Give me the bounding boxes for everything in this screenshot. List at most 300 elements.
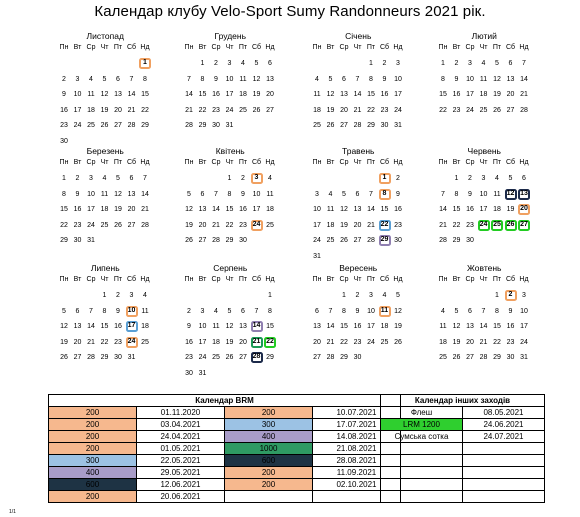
- day-cell: 8: [495, 307, 499, 315]
- day-cell: 8: [143, 75, 147, 83]
- month-name: Квітень: [215, 146, 245, 156]
- weekday-header: Вт: [326, 159, 335, 166]
- day-cell: 10: [466, 75, 474, 83]
- day-cell: 15: [100, 323, 109, 330]
- brm-row: [49, 455, 401, 467]
- day-cell: 26: [100, 122, 109, 129]
- weekday-header: Сб: [505, 276, 516, 283]
- day-cell: 18: [380, 323, 389, 330]
- other-event-row: [381, 455, 545, 467]
- weekday-header: Чт: [479, 159, 488, 166]
- day-cell: 6: [342, 75, 346, 83]
- day-cell: 25: [439, 354, 447, 361]
- weekday-header: Сб: [379, 276, 390, 283]
- other-event-row: [381, 467, 545, 479]
- weekday-header: Пт: [238, 159, 248, 166]
- weekday-header: Сб: [126, 44, 137, 51]
- weekday-header: Нд: [265, 159, 275, 166]
- day-cell: 29: [60, 237, 68, 244]
- weekday-header: Нд: [393, 44, 403, 51]
- other-event-row: [381, 431, 545, 443]
- day-cell: 15: [60, 206, 68, 213]
- weekday-header: Нд: [265, 44, 275, 51]
- brm-date-cell: 24.04.2021: [137, 431, 225, 443]
- day-cell: 23: [353, 338, 362, 346]
- day-cell: 27: [114, 122, 122, 129]
- month-name: Лютий: [471, 31, 497, 41]
- day-cell: 21: [141, 206, 149, 213]
- day-cell: 1: [369, 60, 373, 67]
- day-cell: 13: [198, 206, 207, 213]
- weekday-header: Нд: [519, 159, 529, 166]
- day-cell: 23: [185, 354, 193, 361]
- weekday-header: Пн: [312, 276, 322, 283]
- weekday-header: Ср: [211, 276, 221, 283]
- weekday-header: Чт: [225, 44, 234, 51]
- day-cell: 16: [60, 106, 68, 114]
- day-cell: 31: [313, 252, 321, 260]
- day-cell: 11: [493, 190, 501, 198]
- day-cell: 16: [452, 91, 461, 98]
- day-cell: 27: [239, 354, 247, 361]
- day-cell: 9: [75, 190, 80, 198]
- day-cell: 19: [506, 206, 515, 213]
- weekday-header: Сб: [251, 276, 262, 283]
- day-cell: 19: [394, 323, 402, 330]
- weekday-header: Пн: [312, 44, 322, 51]
- day-cell: 6: [315, 307, 319, 315]
- weekday-header: Вт: [198, 159, 207, 166]
- day-cell: 19: [60, 338, 68, 346]
- day-cell: 5: [454, 307, 459, 315]
- weekday-header: Чт: [353, 44, 362, 51]
- brm-date-cell: 21.08.2021: [313, 443, 401, 455]
- day-cell: 8: [268, 307, 272, 315]
- day-cell: 14: [439, 206, 447, 213]
- day-cell: 4: [102, 175, 107, 182]
- day-cell: 15: [198, 91, 207, 98]
- day-cell: 25: [212, 354, 220, 361]
- weekday-header: Нд: [140, 44, 150, 51]
- brm-date-cell: 20.06.2021: [137, 491, 225, 503]
- brm-distance-cell: 600: [225, 455, 313, 467]
- day-cell: 17: [367, 323, 375, 330]
- day-cell: 20: [353, 221, 362, 229]
- day-cell: 20: [127, 206, 136, 213]
- day-cell: 4: [89, 75, 93, 83]
- day-cell: 27: [313, 354, 321, 361]
- day-cell: 27: [73, 354, 82, 361]
- month-name: Вересень: [339, 263, 378, 273]
- event-day-cell: 3: [251, 173, 263, 184]
- day-cell: 19: [452, 338, 461, 346]
- event-day-cell: 25: [491, 220, 503, 231]
- day-cell: 30: [394, 237, 402, 244]
- brm-distance-cell: 200: [49, 419, 137, 431]
- day-cell: 17: [252, 206, 261, 213]
- day-cell: 8: [62, 190, 66, 198]
- day-cell: 9: [396, 190, 400, 198]
- day-cell: 16: [185, 338, 193, 346]
- weekday-header: Ср: [211, 44, 221, 51]
- day-cell: 22: [367, 106, 375, 114]
- day-cell: 24: [520, 338, 528, 346]
- weekday-header: Ср: [211, 159, 221, 166]
- event-day-cell: 22: [379, 220, 391, 231]
- event-day-cell: 2: [505, 290, 517, 301]
- day-cell: 5: [102, 75, 107, 83]
- event-date-cell: [463, 455, 545, 467]
- day-cell: 5: [396, 292, 400, 299]
- event-day-cell: 12: [505, 189, 517, 200]
- day-cell: 28: [326, 354, 335, 361]
- day-cell: 22: [452, 221, 461, 229]
- day-cell: 16: [353, 323, 362, 330]
- day-cell: 3: [481, 175, 486, 182]
- day-cell: 7: [369, 190, 373, 198]
- day-cell: 2: [116, 292, 120, 299]
- day-cell: 26: [326, 122, 335, 129]
- day-cell: 27: [198, 237, 207, 244]
- brm-distance-cell: [225, 491, 313, 503]
- other-events-table: [380, 394, 545, 503]
- day-cell: 30: [506, 354, 515, 361]
- day-cell: 19: [100, 106, 109, 114]
- day-cell: 19: [114, 206, 122, 213]
- weekday-header: Вт: [452, 159, 461, 166]
- day-cell: 6: [200, 190, 205, 198]
- day-cell: 21: [127, 106, 136, 114]
- other-event-row: [381, 419, 545, 431]
- day-cell: 11: [87, 91, 95, 98]
- day-cell: 10: [520, 307, 528, 315]
- day-cell: 29: [225, 237, 234, 244]
- day-cell: 9: [355, 307, 360, 315]
- day-cell: 12: [225, 323, 234, 330]
- day-cell: 17: [479, 206, 488, 213]
- day-cell: 14: [326, 323, 335, 330]
- day-cell: 8: [227, 190, 232, 198]
- event-date-cell: 24.07.2021: [463, 431, 545, 443]
- brm-date-cell: 22.05.2021: [137, 455, 225, 467]
- day-cell: 19: [326, 106, 335, 114]
- weekday-header: Чт: [479, 44, 488, 51]
- day-cell: 3: [200, 307, 205, 315]
- month-name: Січень: [345, 31, 372, 41]
- month-name: Жовтень: [467, 263, 502, 273]
- day-cell: 18: [266, 206, 274, 213]
- day-cell: 29: [493, 354, 501, 361]
- day-cell: 17: [225, 91, 234, 98]
- weekday-header: Ср: [339, 159, 349, 166]
- day-cell: 13: [340, 91, 348, 98]
- day-cell: 3: [369, 292, 373, 299]
- day-cell: 11: [212, 323, 220, 330]
- day-cell: 26: [340, 237, 348, 244]
- day-cell: 6: [241, 307, 245, 315]
- day-cell: 22: [141, 106, 149, 114]
- day-cell: 27: [266, 106, 274, 114]
- weekday-header: Пт: [366, 44, 376, 51]
- day-cell: 15: [141, 91, 149, 98]
- day-cell: 15: [380, 206, 389, 213]
- day-cell: 15: [452, 206, 461, 213]
- day-cell: 28: [212, 237, 220, 244]
- day-cell: 26: [452, 354, 461, 361]
- day-cell: 4: [495, 175, 499, 182]
- weekday-header: Чт: [100, 276, 109, 283]
- weekday-header: Вт: [73, 44, 82, 51]
- day-cell: 12: [185, 206, 193, 213]
- day-cell: 11: [313, 91, 321, 98]
- day-cell: 13: [313, 323, 321, 330]
- day-cell: 5: [342, 190, 346, 198]
- brm-distance-cell: 200: [49, 491, 137, 503]
- brm-distance-cell: 1000: [225, 443, 313, 455]
- day-cell: 15: [266, 323, 274, 330]
- day-cell: 26: [185, 237, 193, 244]
- day-cell: 17: [87, 206, 95, 213]
- brm-distance-cell: 200: [225, 479, 313, 491]
- weekday-header: Пт: [492, 44, 502, 51]
- day-cell: 31: [198, 369, 207, 377]
- page-number: 1/1: [9, 509, 16, 515]
- day-cell: 13: [73, 323, 82, 330]
- day-cell: 22: [100, 338, 109, 346]
- day-cell: 18: [212, 338, 220, 346]
- day-cell: 3: [315, 190, 319, 198]
- day-cell: 9: [241, 190, 245, 198]
- weekday-header: Ср: [86, 276, 96, 283]
- day-cell: 16: [394, 206, 402, 213]
- other-event-row: [381, 443, 545, 455]
- day-cell: 3: [468, 60, 472, 67]
- day-cell: 29: [100, 354, 109, 361]
- day-cell: 29: [198, 122, 207, 129]
- weekday-header: Нд: [519, 44, 529, 51]
- event-day-cell: 20: [518, 204, 530, 215]
- day-cell: 28: [439, 237, 447, 244]
- day-cell: 7: [355, 75, 360, 83]
- day-cell: 24: [466, 106, 474, 114]
- day-cell: 2: [468, 175, 472, 182]
- day-cell: 20: [266, 91, 274, 98]
- event-day-cell: 1: [379, 173, 391, 184]
- day-cell: 12: [340, 206, 348, 213]
- day-cell: 10: [198, 323, 207, 330]
- day-cell: 28: [367, 237, 375, 244]
- day-cell: 4: [315, 75, 319, 83]
- brm-distance-cell: 300: [49, 455, 137, 467]
- weekday-header: Пн: [184, 44, 194, 51]
- weekday-header: Ср: [86, 159, 96, 166]
- day-cell: 8: [102, 307, 107, 315]
- other-events-header: Календар інших заходів: [381, 395, 545, 407]
- day-cell: 3: [227, 60, 232, 67]
- day-cell: 30: [466, 237, 474, 244]
- month-name: Березень: [86, 146, 124, 156]
- day-cell: 28: [185, 122, 193, 129]
- day-cell: 10: [479, 190, 488, 198]
- day-cell: 11: [266, 190, 274, 198]
- weekday-header: Сб: [505, 44, 516, 51]
- day-cell: 10: [225, 75, 234, 83]
- day-cell: 9: [116, 307, 120, 315]
- day-cell: 23: [239, 221, 247, 229]
- day-cell: 21: [479, 338, 488, 346]
- day-cell: 10: [367, 307, 375, 315]
- day-cell: 23: [60, 122, 68, 129]
- day-cell: 6: [129, 175, 134, 182]
- day-cell: 23: [394, 221, 402, 229]
- brm-date-cell: 03.04.2021: [137, 419, 225, 431]
- day-cell: 19: [225, 338, 234, 346]
- weekday-header: Ср: [339, 276, 349, 283]
- day-cell: 20: [313, 338, 321, 346]
- day-cell: 28: [479, 354, 488, 361]
- brm-date-cell: 29.05.2021: [137, 467, 225, 479]
- brm-distance-cell: 200: [49, 431, 137, 443]
- day-cell: 14: [367, 206, 375, 213]
- weekday-header: Чт: [100, 159, 109, 166]
- day-cell: 26: [114, 221, 122, 229]
- day-cell: 6: [355, 190, 360, 198]
- day-cell: 11: [141, 307, 149, 315]
- day-cell: 17: [198, 338, 207, 346]
- day-cell: 21: [212, 221, 220, 229]
- day-cell: 8: [342, 307, 346, 315]
- day-cell: 12: [493, 75, 501, 83]
- brm-distance-cell: 200: [49, 407, 137, 419]
- event-day-cell: 29: [379, 235, 391, 246]
- event-name-cell: Флеш: [381, 407, 463, 419]
- day-cell: 5: [227, 307, 232, 315]
- day-cell: 10: [394, 75, 402, 83]
- day-cell: 14: [479, 323, 488, 330]
- weekday-header: Пт: [366, 276, 376, 283]
- day-cell: 17: [73, 106, 82, 114]
- weekday-header: Вт: [326, 276, 335, 283]
- month-name: Грудень: [214, 31, 247, 41]
- day-cell: 23: [466, 221, 474, 229]
- day-cell: 20: [73, 338, 82, 346]
- day-cell: 4: [143, 292, 147, 299]
- day-cell: 28: [87, 354, 95, 361]
- brm-row: [49, 467, 401, 479]
- day-cell: 6: [522, 175, 526, 182]
- day-cell: 13: [466, 323, 474, 330]
- day-cell: 27: [127, 221, 136, 229]
- weekday-header: Пн: [438, 276, 448, 283]
- day-cell: 16: [73, 206, 82, 213]
- event-name-cell: [381, 467, 463, 479]
- day-cell: 12: [114, 190, 122, 198]
- day-cell: 27: [506, 106, 515, 114]
- day-cell: 18: [439, 338, 447, 346]
- day-cell: 25: [239, 106, 247, 114]
- day-cell: 13: [506, 75, 515, 83]
- weekday-header: Сб: [379, 159, 390, 166]
- day-cell: 18: [493, 206, 501, 213]
- day-cell: 7: [522, 60, 526, 67]
- month-block: [183, 262, 283, 414]
- day-cell: 3: [522, 292, 526, 299]
- day-cell: 22: [225, 221, 234, 229]
- day-cell: 20: [198, 221, 207, 229]
- day-cell: 19: [493, 91, 501, 98]
- day-cell: 18: [141, 323, 149, 330]
- month-block: [437, 262, 537, 414]
- day-cell: 29: [340, 354, 348, 361]
- day-cell: 23: [212, 106, 220, 114]
- day-cell: 24: [313, 237, 321, 244]
- day-cell: 14: [87, 323, 95, 330]
- day-cell: 1: [441, 60, 445, 67]
- weekday-header: Нд: [393, 159, 403, 166]
- weekday-header: Вт: [198, 276, 207, 283]
- day-cell: 9: [468, 190, 472, 198]
- weekday-header: Пт: [492, 276, 502, 283]
- brm-distance-cell: 200: [225, 407, 313, 419]
- day-cell: 9: [187, 323, 191, 330]
- day-cell: 20: [506, 91, 515, 98]
- weekday-header: Чт: [225, 276, 234, 283]
- day-cell: 11: [239, 75, 247, 83]
- day-cell: 25: [141, 338, 149, 346]
- day-cell: 26: [394, 338, 402, 346]
- day-cell: 13: [239, 323, 247, 330]
- event-day-cell: 14: [251, 321, 263, 332]
- day-cell: 24: [225, 106, 234, 114]
- weekday-header: Сб: [251, 44, 262, 51]
- brm-row: [49, 407, 401, 419]
- day-cell: 30: [212, 122, 220, 129]
- weekday-header: Сб: [505, 159, 516, 166]
- day-cell: 9: [508, 307, 513, 315]
- day-cell: 7: [254, 307, 259, 315]
- weekday-header: Пт: [366, 159, 376, 166]
- brm-distance-cell: 400: [225, 431, 313, 443]
- day-cell: 4: [214, 307, 218, 315]
- brm-row: [49, 431, 401, 443]
- brm-date-cell: 11.09.2021: [313, 467, 401, 479]
- day-cell: 20: [340, 106, 348, 114]
- event-day-cell: 27: [518, 220, 530, 231]
- weekday-header: Чт: [479, 276, 488, 283]
- weekday-header: Ср: [465, 44, 475, 51]
- weekday-header: Вт: [73, 159, 82, 166]
- event-day-cell: 24: [126, 337, 138, 348]
- day-cell: 10: [73, 91, 82, 98]
- day-cell: 9: [62, 91, 66, 98]
- brm-distance-cell: 600: [49, 479, 137, 491]
- day-cell: 1: [495, 292, 499, 299]
- day-cell: 5: [187, 190, 191, 198]
- brm-row: [49, 419, 401, 431]
- day-cell: 17: [466, 91, 474, 98]
- day-cell: 25: [266, 221, 274, 229]
- brm-row: [49, 479, 401, 491]
- day-cell: 11: [100, 190, 109, 198]
- weekday-header: Пн: [59, 276, 69, 283]
- event-day-cell: 13: [518, 189, 530, 200]
- day-cell: 4: [328, 190, 333, 198]
- day-cell: 20: [466, 338, 474, 346]
- day-cell: 25: [380, 338, 389, 346]
- day-cell: 23: [380, 106, 389, 114]
- event-day-cell: 28: [251, 352, 263, 363]
- event-day-cell: 21: [251, 337, 263, 348]
